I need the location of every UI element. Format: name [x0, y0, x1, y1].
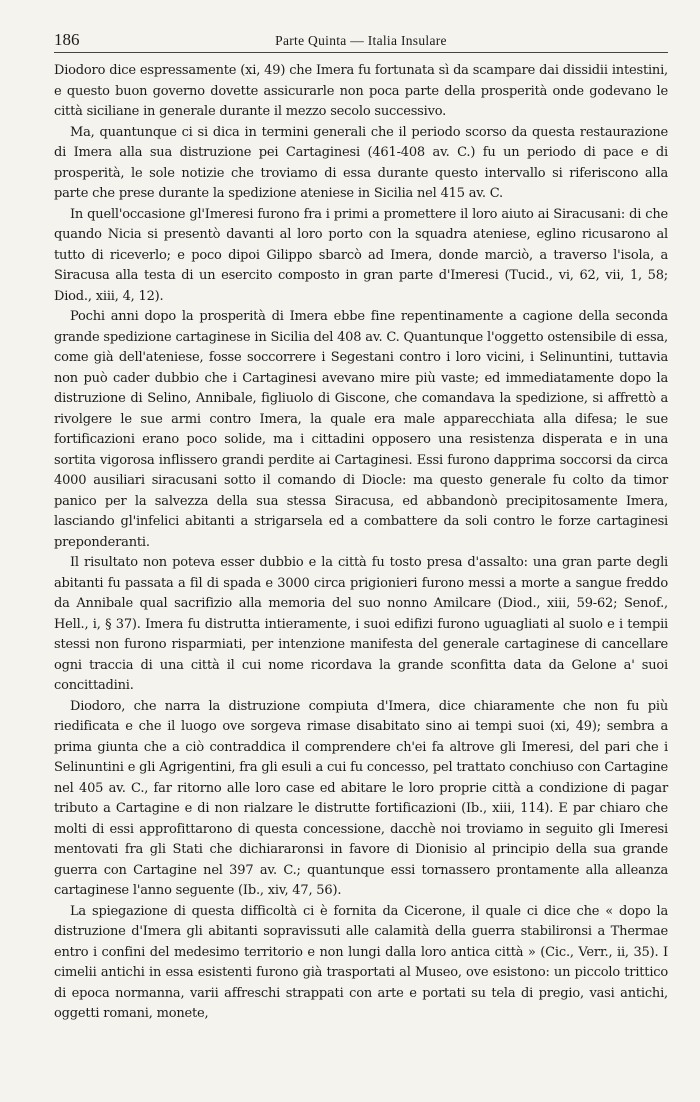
page-number: 186: [54, 30, 80, 49]
paragraph: Diodoro, che narra la distruzione compiuta d'Imera, dice chiaramente che non fu più riedificata e che il luogo ove sorgeva rimase disabitato sino ai tempi suoi (xi, 49); sembra a prima giunta che a ciò contraddica il comprendere ch'ei fa altrove gli Imeresi, del pari che i Selinuntini e gli Agrigentini, fra gli esuli a cui fu concesso, pel trattato conchiuso con Cartagine nel 405 av. C., far ritorno alle loro case ed abitare le loro proprie città a condizione di pagar tributo a Cartagine e di non rialzare le distrutte fortificazioni (Ib., xiii, 114). E par chiaro che molti di essi approfittarono di questa concessione, dacchè noi troviamo in seguito gli Imeresi mentovati fra gli Stati che dichiararonsi in favore di Dionisio al principio della sua grande guerra con Cartagine nel 397 av. C.; quantunque essi tornassero prontamente alla alleanza cartaginese l'anno seguente (Ib., xiv, 47, 56).: [54, 698, 668, 898]
paragraph: Pochi anni dopo la prosperità di Imera ebbe fine repentinamente a cagione della seconda grande spedizione cartaginese in Sicilia del 408 av. C. Quantunque l'oggetto ostensibile di essa, come già dell'ateniese, fosse soccorrere i Segestani contro i loro vicini, i Selinuntini, tuttavia non può cader dubbio che i Cartaginesi avevano mire più vaste; ed immediatamente dopo la distruzione di Selino, Annibale, figliuolo di Giscone, che comandava la spedizione, si affrettò a rivolgere le sue armi contro Imera, la quale era male apparecchiata alla difesa; le sue fortificazioni erano poco solide, ma i cittadini opposero una resistenza disperata e in una sortita vigorosa inflissero grandi perdite ai Cartaginesi. Essi furono dapprima soccorsi da circa 4000 ausiliari siracusani sotto il comando di Diocle: ma questo generale fu colto da timor panico per la salvezza della sua stessa Siracusa, ed abbandonò precipitosamente Imera, lasciando gl'infelici abitanti a strigarsela ed a combattere da soli contro le forze cartaginesi preponderanti.: [54, 309, 668, 550]
running-head: Parte Quinta — Italia Insulare: [275, 33, 447, 48]
paragraph: Ma, quantunque ci si dica in termini generali che il periodo scorso da questa restaurazione di Imera alla sua distruzione pei Cartaginesi (461-408 av. C.) fu un periodo di pace e di prosperità, le sole notizie che troviamo di essa durante questo intervallo si riferiscono alla parte che prese durante la spedizione ateniese in Sicilia nel 415 av. C.: [54, 124, 668, 201]
body-text: [54, 61, 668, 1025]
page-header: [54, 30, 668, 53]
paragraph: In quell'occasione gl'Imeresi furono fra i primi a promettere il loro aiuto ai Siracusani: di che quando Nicia si presentò davanti al loro porto con la squadra ateniese, eglino ricusarono al tutto di riceverlo; e poco dipoi Gilippo sbarcò ad Imera, donde marciò, a traverso l'isola, a Siracusa alla testa di un esercito composto in gran parte d'Imeresi (Tucid., vi, 62, vii, 1, 58; Diod., xiii, 4, 12).: [54, 206, 668, 304]
paragraph: La spiegazione di questa difficoltà ci è fornita da Cicerone, il quale ci dice che « dopo la distruzione d'Imera gli abitanti sopravissuti alle calamità della guerra stabilironsi a Thermae entro i confini del medesimo territorio e non lungi dalla loro antica città » (Cic., Verr., ii, 35). I cimelii antichi in essa esistenti furono già trasportati al Museo, ove esistono: un piccolo trittico di epoca normanna, varii affreschi strappati con arte e portati su tela di pregio, vasi antichi, oggetti romani, monete,: [54, 903, 668, 1021]
paragraph: Il risultato non poteva esser dubbio e la città fu tosto presa d'assalto: una gran parte degli abitanti fu passata a fil di spada e 3000 circa prigionieri furono messi a morte a sangue freddo da Annibale qual sacrifizio alla memoria del suo nonno Amilcare (Diod., xiii, 59-62; Senof., Hell., i, § 37). Imera fu distrutta intieramente, i suoi edifizi furono uguagliati al suolo e i tempii stessi non furono risparmiati, per intenzione manifesta del generale cartaginese di cancellare ogni traccia di una città il cui nome ricordava la grande sconfitta data da Gelone a' suoi concittadini.: [54, 555, 668, 693]
paragraph: Diodoro dice espressamente (xi, 49) che Imera fu fortunata sì da scampare dai dissidii intestini, e questo buon governo dovette assicurarle non poca parte della prosperità onde godevano le città siciliane in generale durante il mezzo secolo successivo.: [54, 63, 668, 119]
